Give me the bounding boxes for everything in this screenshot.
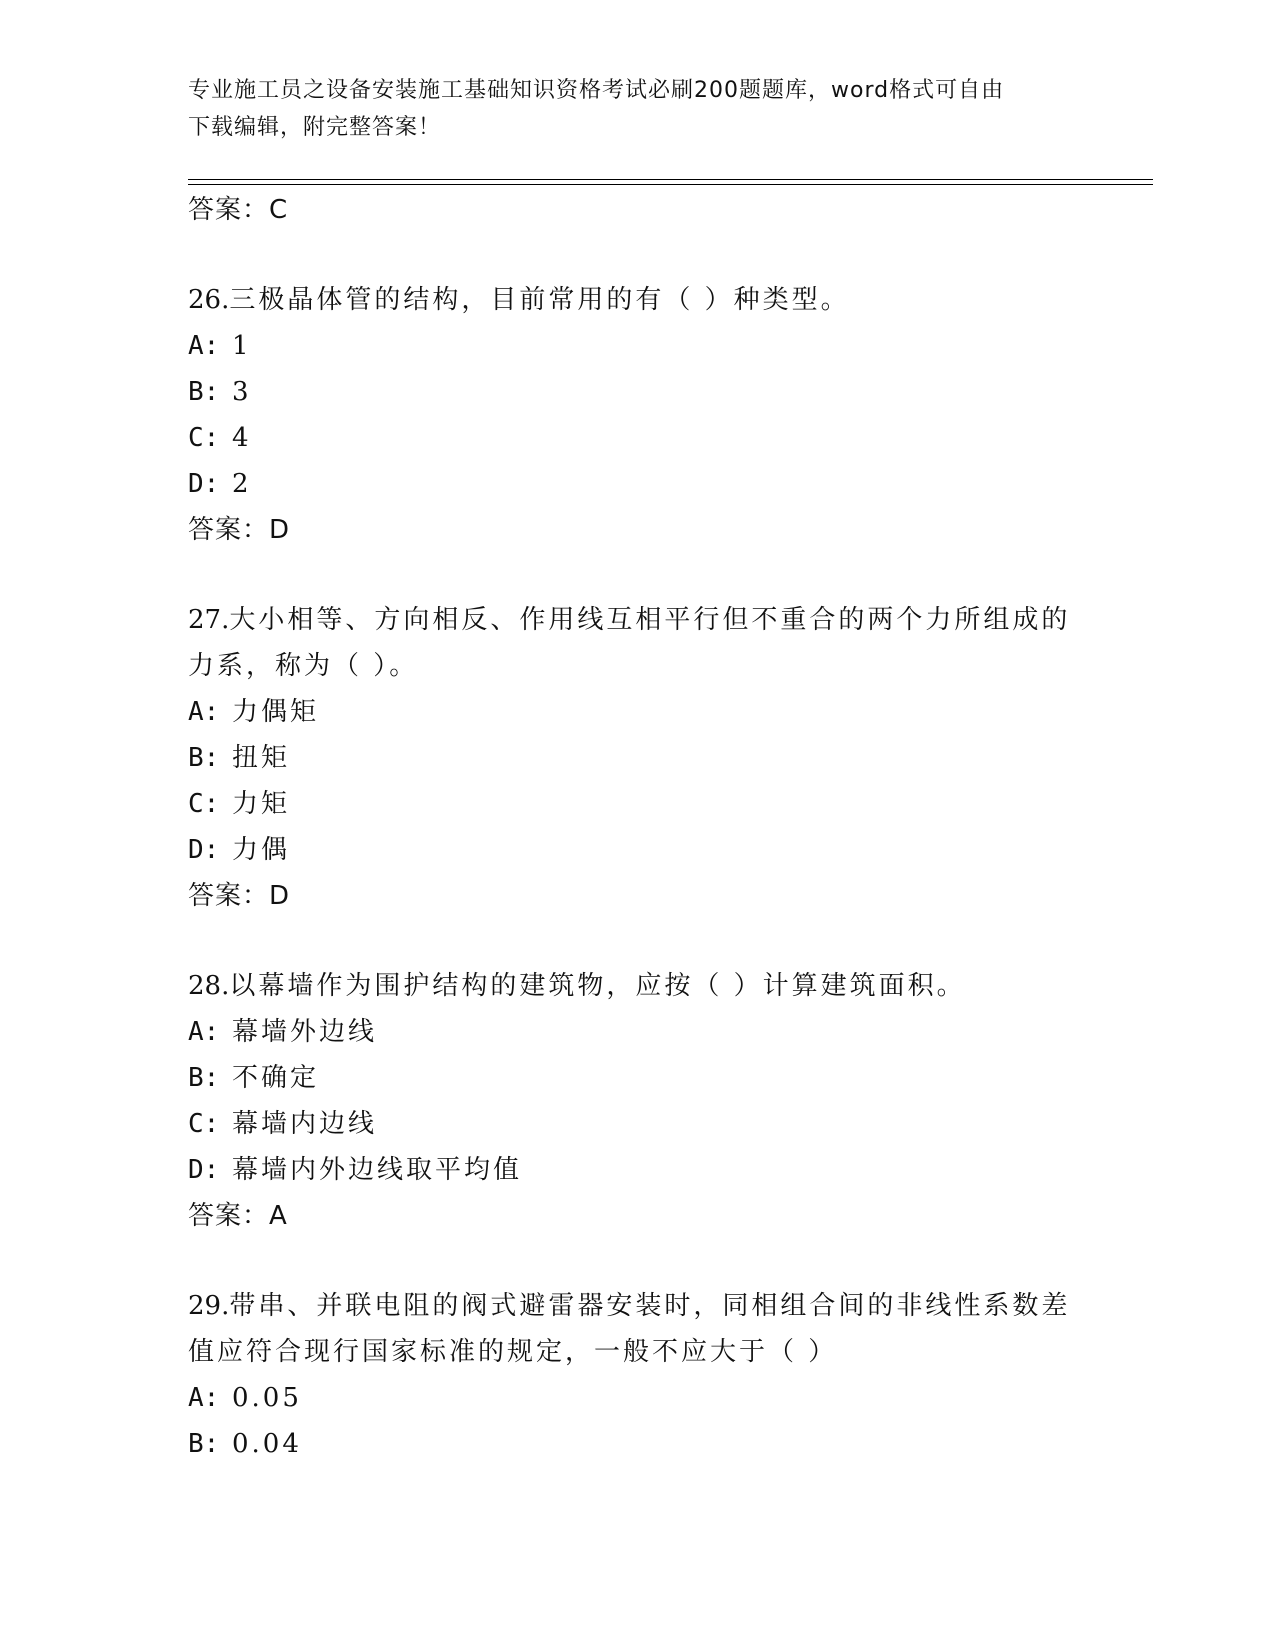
option-text: 0.05 [232,1383,302,1413]
option-letter: D: [188,835,220,865]
option-a [188,1375,1088,1421]
option-letter: B: [188,1063,220,1093]
option-a [188,689,1088,735]
option-b [188,735,1088,781]
question-27 [188,597,1088,919]
option-c [188,1101,1088,1147]
option-text: 4 [232,423,252,453]
option-letter: C: [188,789,220,819]
option-d [188,461,1088,507]
option-letter: C: [188,1109,220,1139]
option-letter: A: [188,1383,220,1413]
spacer [188,919,1088,963]
option-c [188,415,1088,461]
option-b [188,369,1088,415]
option-a [188,323,1088,369]
option-letter: A: [188,697,220,727]
question-text: 三极晶体管的结构，目前常用的有（ ）种类型。 [229,285,850,315]
option-text: 扭矩 [232,743,291,773]
option-letter: D: [188,469,220,499]
header-rule-bottom [188,184,1153,185]
option-text: 1 [232,331,252,361]
option-letter: D: [188,1155,220,1185]
question-text: 以幕墙作为围护结构的建筑物，应按（ ）计算建筑面积。 [229,971,966,1001]
option-text: 幕墙外边线 [232,1017,378,1047]
option-d [188,827,1088,873]
option-text: 力偶矩 [232,697,320,727]
question-stem [188,963,1088,1009]
question-stem-continued: 值应符合现行国家标准的规定，一般不应大于（ ） [188,1337,838,1367]
question-text: 带串、并联电阻的阀式避雷器安装时，同相组合间的非线性系数差 [229,1291,1071,1321]
question-stem-continued: 力系，称为（ ）。 [188,651,419,681]
question-26 [188,277,1088,553]
question-number: 26. [188,285,230,315]
option-text: 力偶 [232,835,291,865]
option-text: 幕墙内外边线取平均值 [232,1155,523,1185]
question-stem [188,597,1088,643]
option-letter: B: [188,377,220,407]
question-number: 28. [188,971,230,1001]
option-text: 0.04 [232,1429,302,1459]
option-a [188,1009,1088,1055]
option-letter: C: [188,423,220,453]
spacer [188,233,1088,277]
option-text: 3 [232,377,252,407]
header-line-1: 专业施工员之设备安装施工基础知识资格考试必刷200题题库，word格式可自由 [188,78,1005,103]
option-b [188,1421,1088,1467]
option-letter: B: [188,743,220,773]
spacer [188,553,1088,597]
option-letter: B: [188,1429,220,1459]
option-c [188,781,1088,827]
spacer [188,1239,1088,1283]
previous-answer: 答案：C [188,195,289,225]
option-d [188,1147,1088,1193]
question-number: 29. [188,1291,230,1321]
option-text: 2 [232,469,252,499]
option-letter: A: [188,1017,220,1047]
question-stem [188,277,1088,323]
answer: 答案：D [188,515,291,545]
question-stem [188,1283,1088,1329]
question-28 [188,963,1088,1239]
question-number: 27. [188,605,230,635]
option-text: 力矩 [232,789,291,819]
option-letter: A: [188,331,220,361]
document-header [188,72,1068,146]
question-29 [188,1283,1088,1467]
option-b [188,1055,1088,1101]
question-list [188,187,1088,1467]
option-text: 幕墙内边线 [232,1109,378,1139]
question-text: 大小相等、方向相反、作用线互相平行但不重合的两个力所组成的 [229,605,1071,635]
answer: 答案：A [188,1201,288,1231]
header-line-2: 下载编辑，附完整答案！ [188,115,442,140]
option-text: 不确定 [232,1063,320,1093]
header-rule-top [188,179,1153,180]
answer: 答案：D [188,881,291,911]
